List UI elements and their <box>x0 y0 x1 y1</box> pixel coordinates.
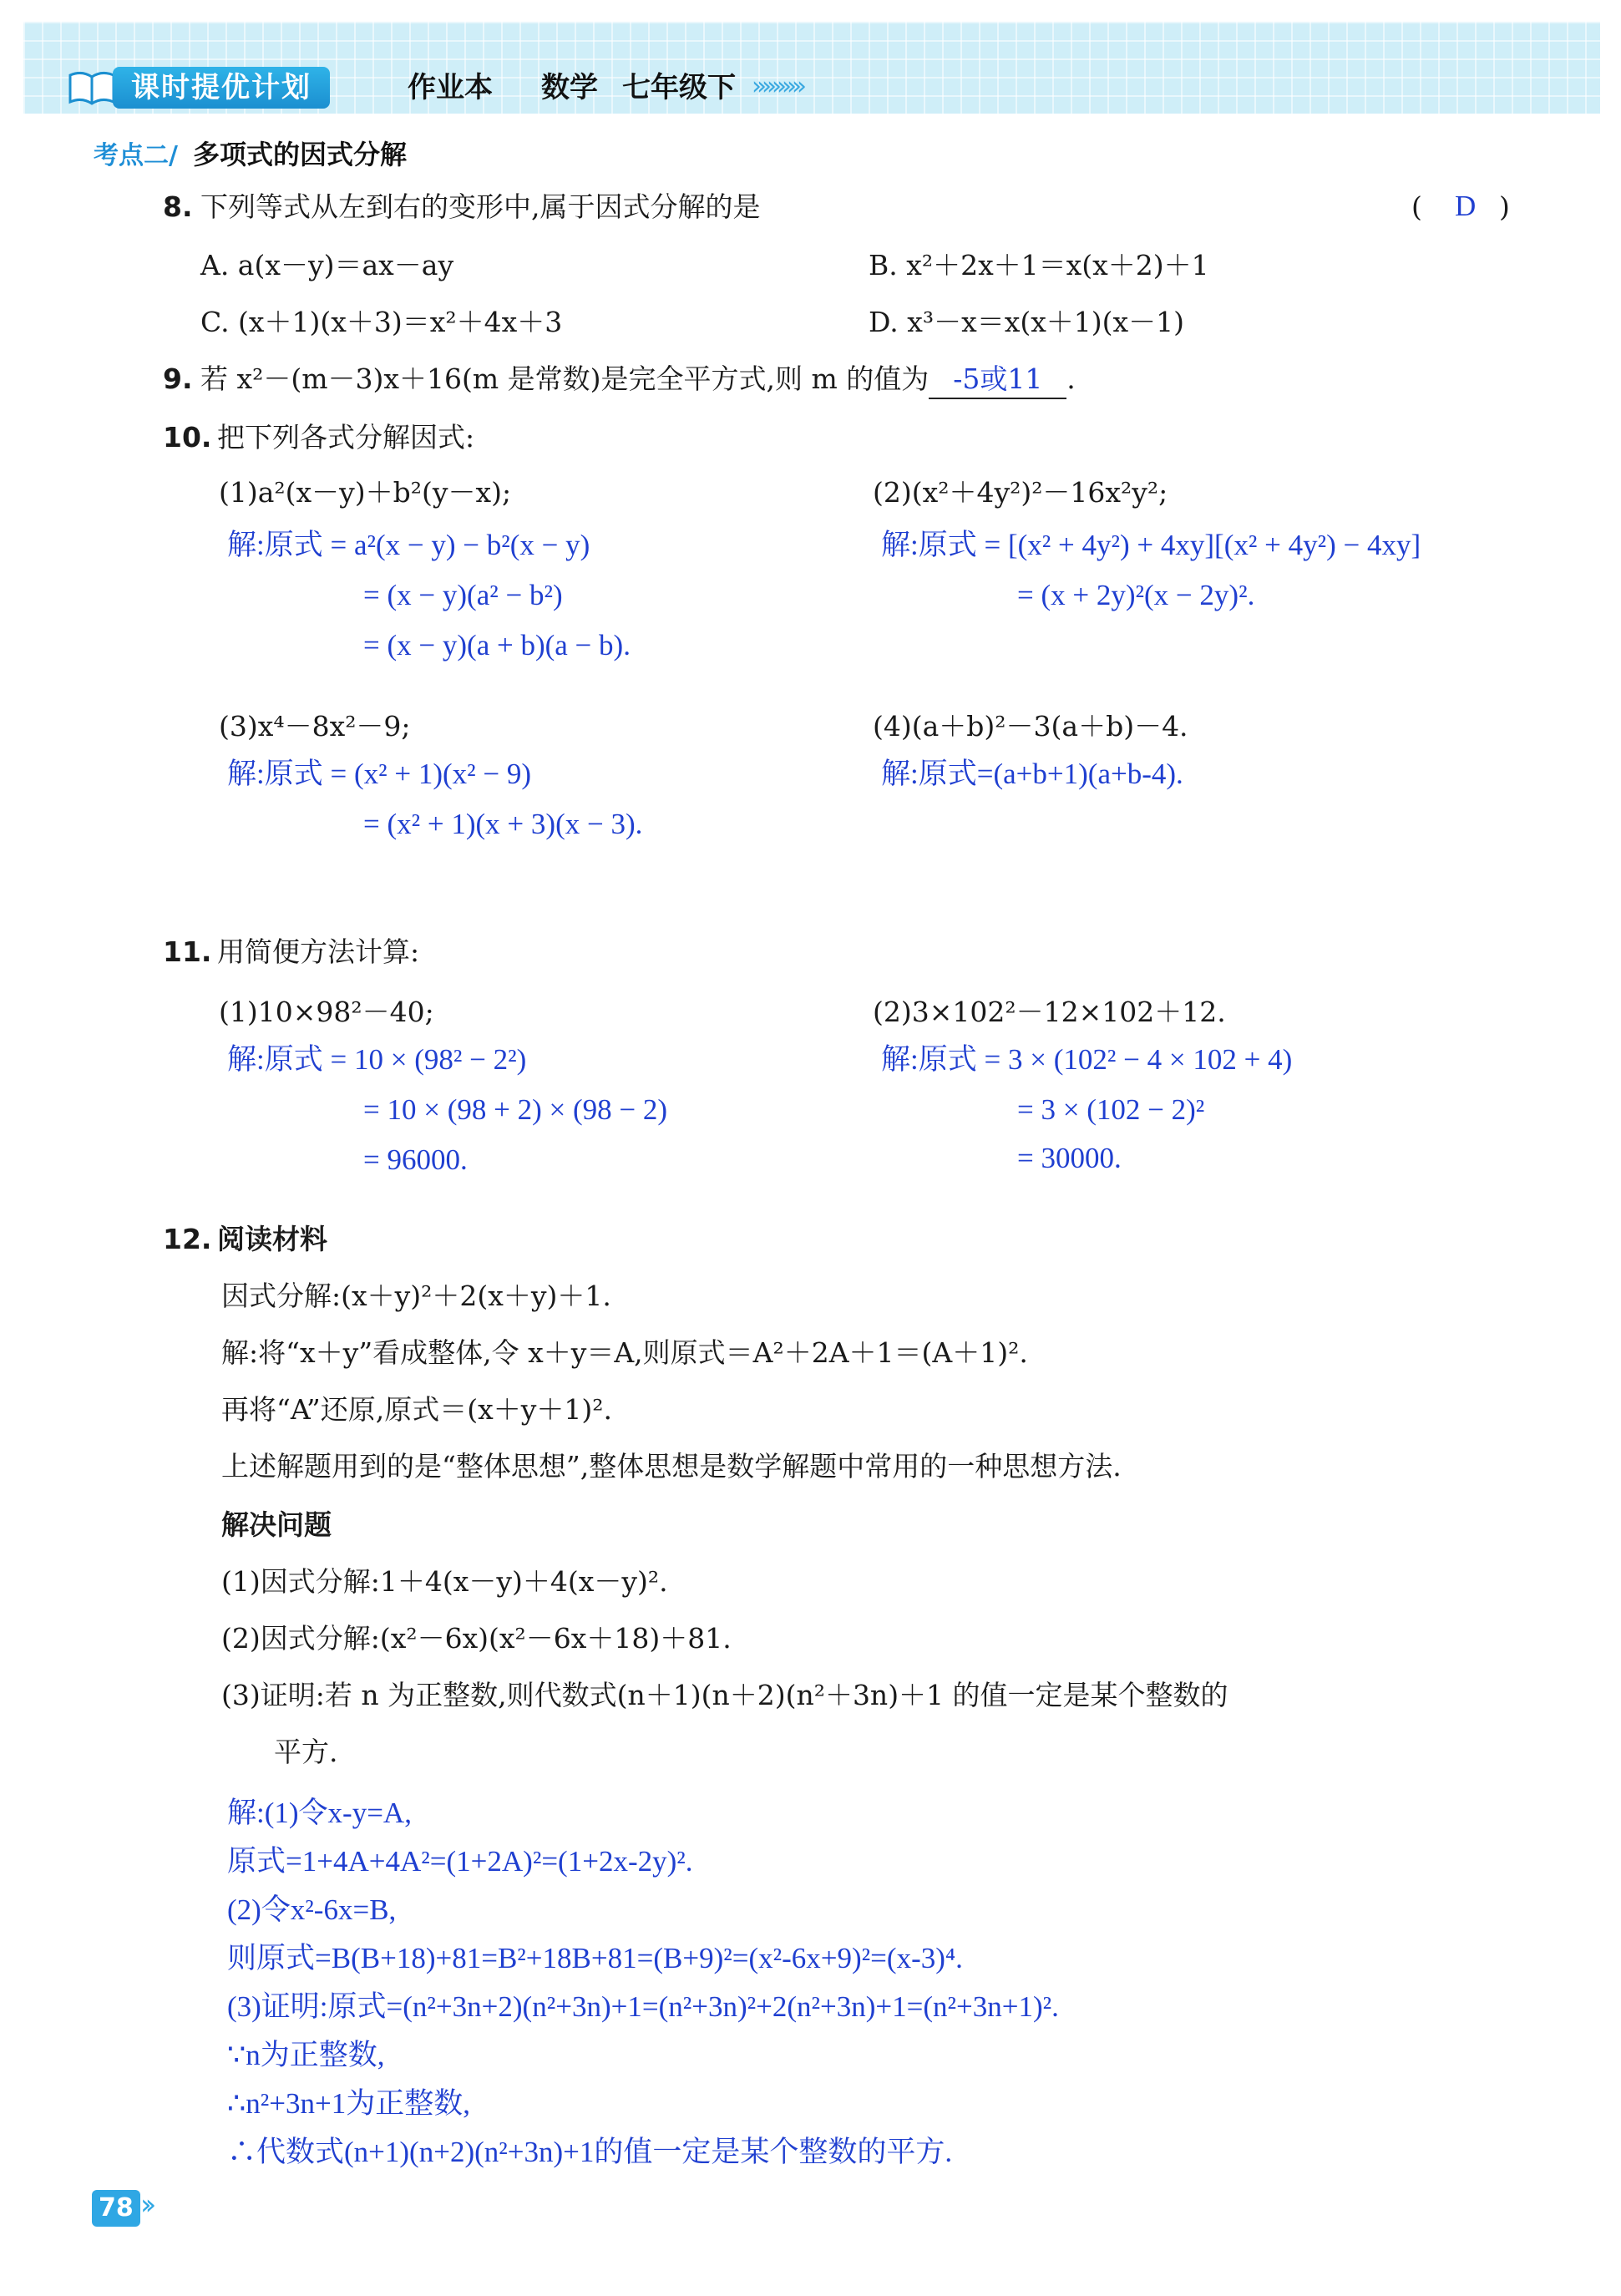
q10-part1-sol-line2: = (x − y)(a² − b²) <box>363 579 563 611</box>
q10-part1-sol-line1: 解:原式 = a²(x − y) − b²(x − y) <box>227 529 590 561</box>
q12-sol-line5: (3)证明:原式=(n²+3n+2)(n²+3n)+1=(n²+3n)²+2(n²+3n)+1=(n²+3n+1)². <box>227 1990 1059 2023</box>
brand-title: 课时提优计划 <box>113 67 330 109</box>
section-tag: 考点二/ <box>94 141 178 170</box>
q12-sol-line7: ∴n²+3n+1为正整数, <box>227 2087 470 2120</box>
section-title: 多项式的因式分解 <box>192 139 407 170</box>
q12-sol-line1: 解:(1)令x-y=A, <box>227 1797 412 1829</box>
q10-part2-sol-line2: = (x + 2y)²(x − 2y)². <box>1017 579 1255 611</box>
open-book-icon <box>67 65 117 109</box>
q8-stem: 下列等式从左到右的变形中,属于因式分解的是 <box>200 190 761 223</box>
q12-task2: (2)因式分解:(x²－6x)(x²－6x＋18)＋81. <box>221 1622 732 1655</box>
q12-material-line3: 再将“A”还原,原式＝(x＋y＋1)². <box>221 1393 612 1426</box>
q11-part1-sol-line3: = 96000. <box>363 1143 468 1176</box>
q12-sol-line8: ∴代数式(n+1)(n+2)(n²+3n)+1的值一定是某个整数的平方. <box>227 2136 953 2168</box>
page-chevrons: ›› <box>140 2188 150 2222</box>
q11-number: 11. <box>163 935 212 968</box>
q11-part1-sol-line2: = 10 × (98 + 2) × (98 − 2) <box>363 1093 668 1126</box>
q12-sol-line4: 则原式=B(B+18)+81=B²+18B+81=(B+9)²=(x²-6x+9)²=(x-3)⁴. <box>227 1942 963 1974</box>
q10-number: 10. <box>163 421 212 454</box>
q10-part3-sol-line2: = (x² + 1)(x + 3)(x − 3). <box>363 808 643 840</box>
q12-material-line4: 上述解题用到的是“整体思想”,整体思想是数学解题中常用的一种思想方法. <box>221 1450 1122 1483</box>
q11-part2-sol-line2: = 3 × (102 − 2)² <box>1017 1093 1205 1126</box>
header-chevrons: ›››››››››› <box>752 72 802 101</box>
q12-material-line1: 因式分解:(x＋y)²＋2(x＋y)＋1. <box>221 1280 611 1312</box>
q8-option-a: A. a(x－y)＝ax－ay <box>200 249 454 281</box>
q12-number: 12. <box>163 1223 212 1255</box>
q11-part2-sol-line1: 解:原式 = 3 × (102² − 4 × 102 + 4) <box>881 1043 1293 1076</box>
q12-stem: 阅读材料 <box>217 1223 327 1255</box>
q10-part4-sol-line1: 解:原式=(a+b+1)(a+b-4). <box>881 758 1183 790</box>
q8-paren-open: ( <box>1411 190 1422 223</box>
q8-paren-close: ) <box>1499 190 1510 223</box>
q9-number: 9. <box>163 362 193 395</box>
q11-stem: 用简便方法计算: <box>217 935 420 968</box>
section-heading <box>94 134 407 172</box>
q10-stem: 把下列各式分解因式: <box>217 421 475 454</box>
q12-material-line2: 解:将“x＋y”看成整体,令 x＋y＝A,则原式＝A²＋2A＋1＝(A＋1)². <box>221 1336 1028 1369</box>
grade: 七年级下 <box>622 71 736 104</box>
q9-stem-text: 若 x²－(m－3)x＋16(m 是常数)是完全平方式,则 m 的值为 <box>200 362 930 395</box>
q8-answer: D <box>1455 190 1477 222</box>
q10-part1-sol-line3: = (x − y)(a + b)(a − b). <box>363 629 631 661</box>
q10-part2-sol-line1: 解:原式 = [(x² + 4y²) + 4xy][(x² + 4y²) − 4xy] <box>881 529 1421 561</box>
q10-part4: (4)(a＋b)²－3(a＋b)－4. <box>873 710 1188 743</box>
subject: 数学 <box>541 71 598 104</box>
q11-part1: (1)10×98²－40; <box>219 996 434 1028</box>
q11-part1-sol-line1: 解:原式 = 10 × (98² − 2²) <box>227 1043 527 1076</box>
q12-subhead: 解决问题 <box>221 1508 332 1541</box>
q10-part3: (3)x⁴－8x²－9; <box>219 710 411 743</box>
q10-part2: (2)(x²＋4y²)²－16x²y²; <box>873 476 1168 509</box>
q12-task3: (3)证明:若 n 为正整数,则代数式(n＋1)(n＋2)(n²＋3n)＋1 的值一定是某个整数的 <box>221 1679 1228 1711</box>
q12-task3-cont: 平方. <box>274 1736 338 1768</box>
q8-number: 8. <box>163 190 193 223</box>
q8-option-c: C. (x＋1)(x＋3)＝x²＋4x＋3 <box>200 306 563 338</box>
q8-option-d: D. x³－x＝x(x＋1)(x－1) <box>869 306 1185 338</box>
q12-sol-line6: ∵n为正整数, <box>227 2039 385 2071</box>
q12-sol-line3: (2)令x²-6x=B, <box>227 1893 397 1926</box>
q9-stem <box>200 361 1076 399</box>
page-number: 78 <box>92 2190 140 2227</box>
q10-part1: (1)a²(x－y)＋b²(y－x); <box>219 476 512 509</box>
q11-part2-sol-line3: = 30000. <box>1017 1142 1122 1174</box>
q9-answer: -5或11 <box>929 361 1066 399</box>
q12-task1: (1)因式分解:1＋4(x－y)＋4(x－y)². <box>221 1565 668 1598</box>
q9-end: . <box>1066 362 1076 395</box>
q10-part3-sol-line1: 解:原式 = (x² + 1)(x² − 9) <box>227 758 532 790</box>
book-type: 作业本 <box>408 71 493 104</box>
q8-option-b: B. x²＋2x＋1＝x(x＋2)＋1 <box>869 249 1209 281</box>
q11-part2: (2)3×102²－12×102＋12. <box>873 996 1226 1028</box>
q12-sol-line2: 原式=1+4A+4A²=(1+2A)²=(1+2x-2y)². <box>227 1845 693 1878</box>
